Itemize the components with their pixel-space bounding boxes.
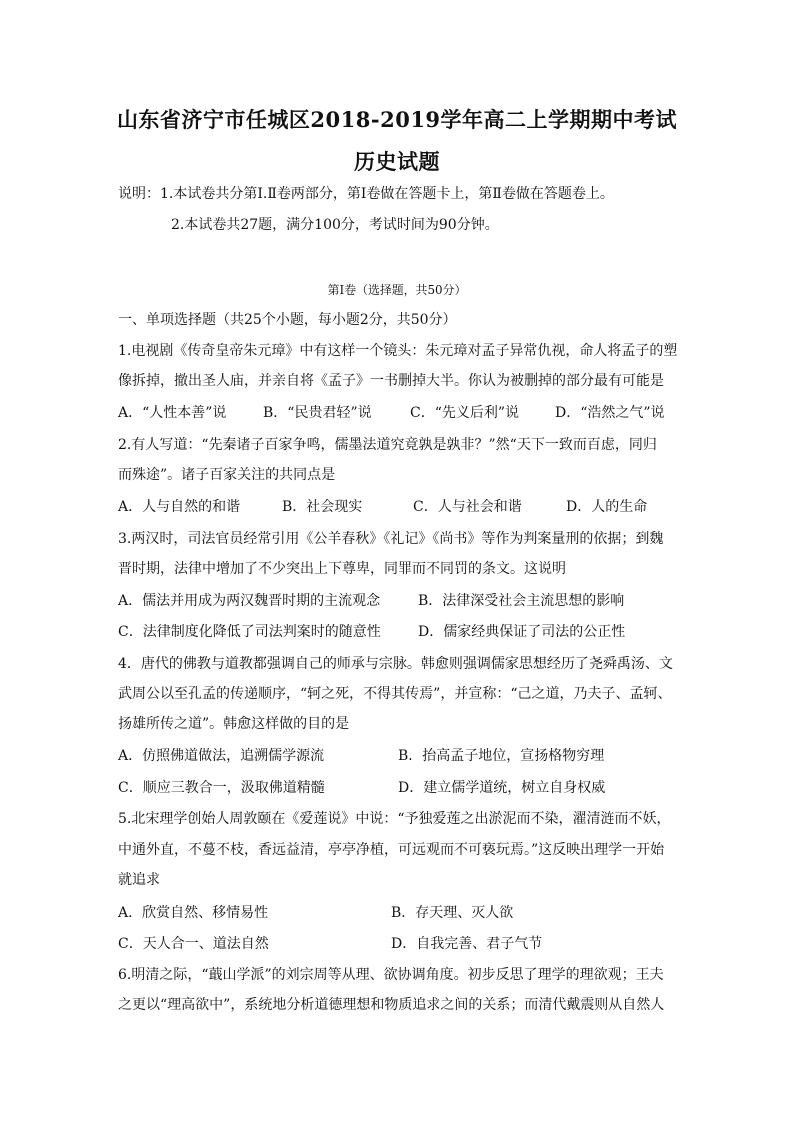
question-1-option-c: C．“先义后利”说 <box>410 405 520 421</box>
question-4-option-c: C．顺应三教合一，汲取佛道精髓 <box>118 780 325 796</box>
exam-subtitle: 历史试题 <box>354 149 440 174</box>
question-3-option-a: A．儒法并用成为两汉魏晋时期的主流观念 <box>118 593 381 609</box>
question-1-stem-line-1: 1.电视剧《传奇皇帝朱元璋》中有这样一个镜头：朱元璋对孟子异常仇视，命人将孟子的塑 <box>118 343 678 359</box>
question-1-option-b: B．“民贵君轻”说 <box>263 405 372 421</box>
question-6-stem-line-2: 之更以“理高欲中”，系统地分析道德理想和物质追求之间的关系；而清代戴震则从自然人 <box>118 997 665 1013</box>
question-6-stem-line-1: 6.明清之际，“蕺山学派”的刘宗周等从理、欲协调角度。初步反思了理学的理欲观；王夫 <box>118 967 664 983</box>
question-3-stem-line-2: 晋时期，法律中增加了不少突出上下尊卑，同罪而不同罚的条文。这说明 <box>118 561 566 577</box>
question-2-stem-line-1: 2.有人写道：“先秦诸子百家争鸣，儒墨法道究竟孰是孰非？”然“天下一致而百虑，同归 <box>118 437 657 453</box>
question-1-option-a: A．“人性本善”说 <box>118 405 227 421</box>
note-line-2: 2.本试卷共27题，满分100分，考试时间为90分钟。 <box>171 217 499 233</box>
question-5-option-d: D．自我完善、君子气节 <box>391 936 543 952</box>
question-3-option-b: B．法律深受社会主流思想的影响 <box>418 593 625 609</box>
question-3-option-d: D．儒家经典保证了司法的公正性 <box>418 624 626 640</box>
question-3-option-c: C．法律制度化降低了司法判案时的随意性 <box>118 624 381 640</box>
question-5-option-a: A．欣赏自然、移情易性 <box>118 905 269 921</box>
question-3-stem-line-1: 3.两汉时，司法官员经常引用《公羊春秋》《礼记》《尚书》等作为判案量刑的依据；到魏 <box>118 531 664 547</box>
part-title: 第Ⅰ卷（选择题，共50分） <box>327 283 467 297</box>
question-2-option-c: C．人与社会和谐 <box>413 499 522 515</box>
question-5-stem-line-3: 就追求 <box>118 872 160 888</box>
question-4-option-d: D．建立儒学道统，树立自身权威 <box>398 780 606 796</box>
note-line-1: 说明：1.本试卷共分第Ⅰ.Ⅱ卷两部分，第Ⅰ卷做在答题卡上，第Ⅱ卷做在答题卷上。 <box>118 186 614 202</box>
question-5-stem-line-1: 5.北宋理学创始人周敦颐在《爱莲说》中说：“予独爱莲之出淤泥而不染，濯清涟而不妖， <box>118 811 671 827</box>
question-5-option-b: B．存天理、灭人欲 <box>391 905 514 921</box>
question-4-option-b: B．抬高孟子地位，宣扬格物穷理 <box>398 748 605 764</box>
question-4-stem-line-2: 武周公以至孔孟的传递顺序，“轲之死，不得其传焉”，并宣称：“己之道，乃夫子、孟轲、 <box>118 686 672 702</box>
exam-title: 山东省济宁市任城区2018-2019学年高二上学期期中考试 <box>116 107 678 132</box>
question-4-stem-line-3: 扬雄所传之道”。韩愈这样做的目的是 <box>118 716 350 732</box>
question-1-stem-line-2: 像拆掉，撤出圣人庙，并亲自将《孟子》一书删掉大半。你认为被删掉的部分最有可能是 <box>118 373 664 389</box>
question-5-option-c: C．天人合一、道法自然 <box>118 936 269 952</box>
question-2-option-a: A．人与自然的和谐 <box>118 499 241 515</box>
question-5-stem-line-2: 中通外直，不蔓不枝，香远益清，亭亭净植，可远观而不可亵玩焉。”这反映出理学一开始 <box>118 842 665 858</box>
question-2-stem-line-2: 而殊途”。诸子百家关注的共同点是 <box>118 467 336 483</box>
question-4-option-a: A．仿照佛道做法，追溯儒学源流 <box>118 748 325 764</box>
section-instruction: 一、单项选择题（共25个小题，每小题2分，共50分） <box>118 312 457 328</box>
question-1-option-d: D．“浩然之气”说 <box>555 405 665 421</box>
question-4-stem-line-1: 4．唐代的佛教与道教都强调自己的师承与宗脉。韩愈则强调儒家思想经历了尧舜禹汤、文 <box>118 656 673 672</box>
question-2-option-b: B．社会现实 <box>282 499 363 515</box>
question-2-option-d: D．人的生命 <box>566 499 648 515</box>
